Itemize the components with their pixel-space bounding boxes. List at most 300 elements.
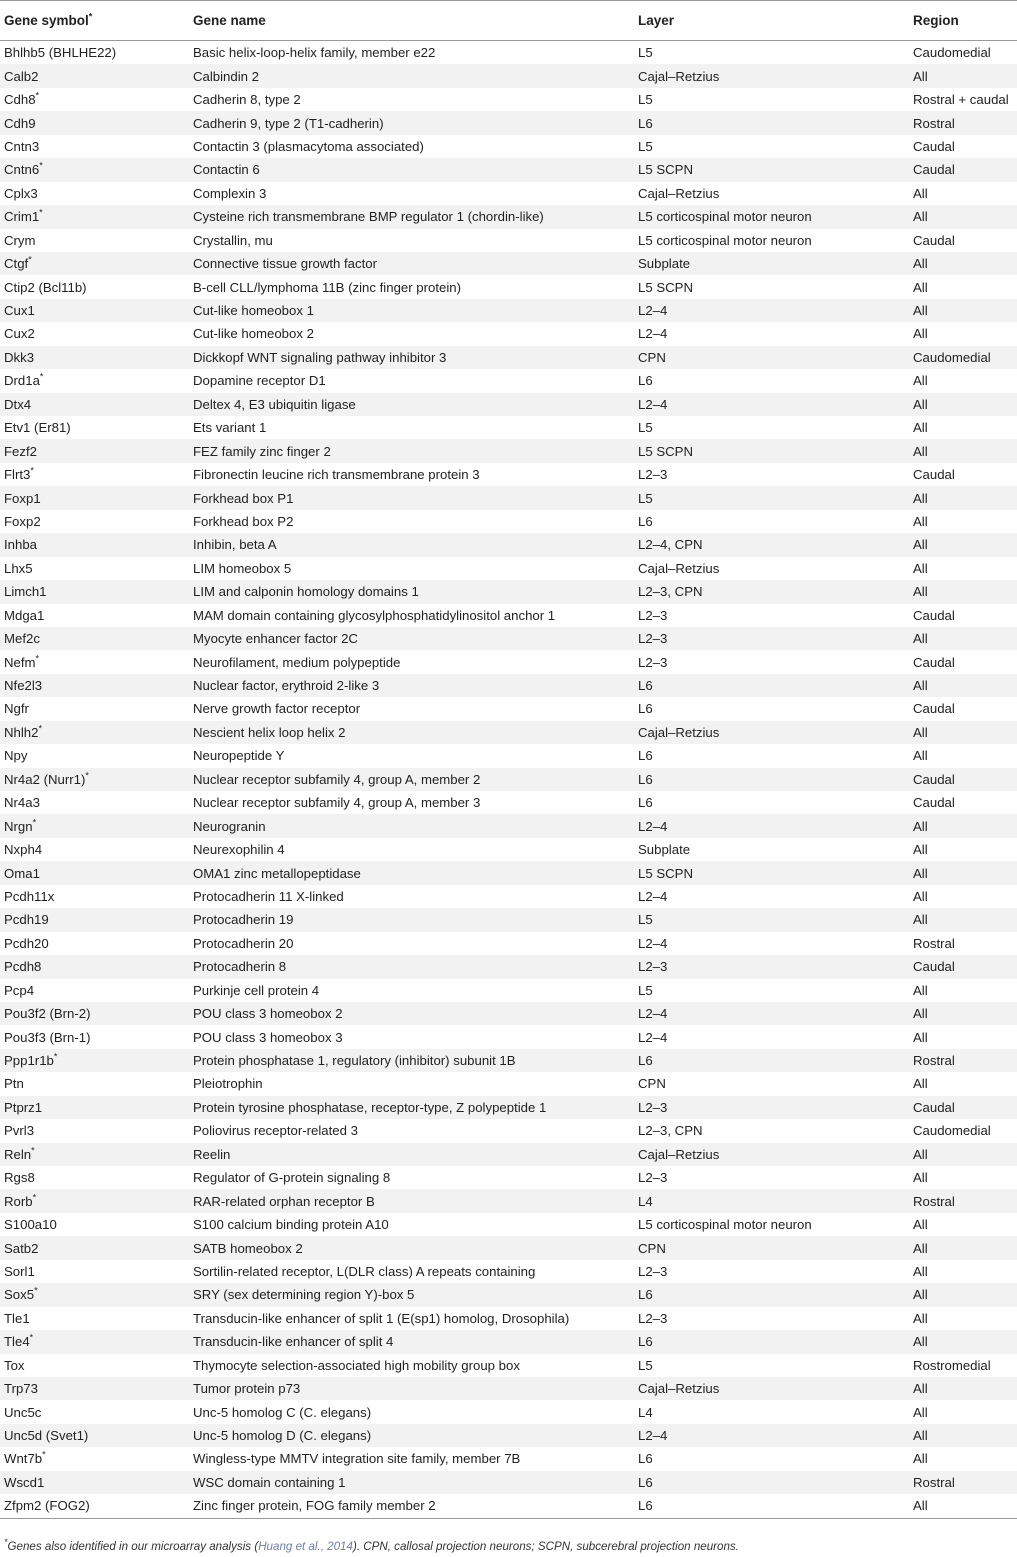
cell-gene-name: Nuclear factor, erythroid 2-like 3 bbox=[189, 674, 634, 697]
cell-layer: CPN bbox=[638, 1076, 666, 1092]
microarray-asterisk: * bbox=[31, 1145, 35, 1156]
cell-region: All bbox=[913, 842, 928, 858]
cell-gene-name: Protein phosphatase 1, regulatory (inhibitor) subunit 1B bbox=[189, 1049, 634, 1072]
gene-symbol-text: Pou3f2 (Brn-2) bbox=[4, 1006, 91, 1022]
gene-symbol-text: Nefm bbox=[4, 654, 36, 670]
cell-layer: L6 bbox=[638, 701, 653, 717]
microarray-asterisk: * bbox=[30, 465, 34, 476]
cell-region: All bbox=[909, 439, 1017, 462]
table-row bbox=[0, 791, 1017, 814]
microarray-asterisk: * bbox=[32, 1192, 37, 1203]
cell-gene-symbol bbox=[0, 1025, 189, 1048]
table-row bbox=[0, 393, 1017, 416]
table-row bbox=[0, 1213, 1017, 1236]
cell-gene-name: Cadherin 9, type 2 (T1-cadherin) bbox=[189, 111, 634, 134]
cell-layer: L2–4 bbox=[638, 888, 668, 904]
cell-gene-symbol bbox=[0, 533, 189, 556]
table-header bbox=[0, 1, 1017, 41]
table-row bbox=[0, 814, 1017, 837]
cell-layer: L2–4 bbox=[634, 1002, 909, 1025]
cell-region: All bbox=[909, 64, 1017, 87]
cell-layer: L2–4 bbox=[638, 935, 668, 951]
cell-layer: Cajal–Retzius bbox=[634, 64, 909, 87]
cell-layer: L5 corticospinal motor neuron bbox=[634, 205, 909, 228]
cell-layer: L2–3 bbox=[638, 654, 668, 670]
gene-symbol-text: Nxph4 bbox=[4, 842, 43, 858]
cell-gene-name: Inhibin, beta A bbox=[189, 533, 634, 556]
table-row bbox=[0, 744, 1017, 767]
cell-gene-symbol bbox=[0, 604, 189, 627]
cell-region: All bbox=[909, 908, 1017, 931]
gene-symbol-text: Ngfr bbox=[4, 701, 29, 717]
microarray-asterisk: * bbox=[53, 1051, 58, 1062]
cell-layer: CPN bbox=[634, 346, 909, 369]
cell-gene-name: Thymocyte selection-associated high mobility group box bbox=[193, 1357, 520, 1373]
cell-gene-name: Protocadherin 8 bbox=[189, 955, 634, 978]
cell-gene-symbol bbox=[0, 979, 189, 1002]
cell-gene-symbol bbox=[0, 1377, 189, 1400]
cell-region: All bbox=[909, 627, 1017, 650]
table-row bbox=[0, 463, 1017, 486]
gene-symbol-text: Ctip2 (Bcl11b) bbox=[4, 279, 87, 295]
microarray-asterisk: * bbox=[28, 254, 32, 265]
cell-region: All bbox=[909, 861, 1017, 884]
cell-gene-name: Contactin 6 bbox=[189, 158, 634, 181]
cell-gene-symbol bbox=[0, 1330, 189, 1353]
gene-symbol-text: Npy bbox=[4, 748, 28, 764]
cell-gene-symbol bbox=[0, 908, 189, 931]
table-row bbox=[0, 955, 1017, 978]
cell-gene-symbol bbox=[0, 1354, 189, 1377]
cell-region: Caudal bbox=[913, 607, 955, 623]
cell-layer: L5 bbox=[638, 420, 653, 436]
cell-gene-symbol bbox=[0, 393, 189, 416]
cell-gene-name: Protocadherin 20 bbox=[193, 935, 294, 951]
cell-gene-name: Zinc finger protein, FOG family member 2 bbox=[189, 1494, 634, 1518]
cell-gene-name: Fibronectin leucine rich transmembrane protein 3 bbox=[193, 467, 480, 483]
cell-gene-name: Neurexophilin 4 bbox=[193, 842, 285, 858]
cell-region: Caudal bbox=[909, 1096, 1017, 1119]
cell-layer: CPN bbox=[634, 1236, 909, 1259]
table-row bbox=[0, 1166, 1017, 1189]
cell-layer: L5 corticospinal motor neuron bbox=[638, 232, 812, 248]
cell-region: Rostral bbox=[909, 1189, 1017, 1212]
table-row bbox=[0, 486, 1017, 509]
cell-layer: L2–3 bbox=[638, 1310, 668, 1326]
cell-layer: L2–3 bbox=[634, 627, 909, 650]
table-row bbox=[0, 369, 1017, 392]
cell-layer: L5 bbox=[634, 486, 909, 509]
cell-region: All bbox=[913, 1263, 928, 1279]
cell-gene-name: Crystallin, mu bbox=[193, 232, 273, 248]
cell-region: All bbox=[909, 1143, 1017, 1166]
cell-region: All bbox=[909, 814, 1017, 837]
cell-gene-symbol bbox=[0, 41, 189, 65]
gene-symbol-text: Oma1 bbox=[4, 865, 40, 881]
cell-layer: L5 bbox=[638, 92, 653, 108]
cell-gene-name: Myocyte enhancer factor 2C bbox=[189, 627, 634, 650]
gene-symbol-text: Unc5d (Svet1) bbox=[4, 1428, 89, 1444]
cell-gene-name: Transducin-like enhancer of split 4 bbox=[189, 1330, 634, 1353]
gene-symbol-text: Unc5c bbox=[4, 1404, 42, 1420]
cell-layer: Cajal–Retzius bbox=[634, 721, 909, 744]
gene-symbol-text: Cux1 bbox=[4, 303, 35, 319]
cell-gene-symbol bbox=[0, 1119, 189, 1142]
cell-gene-name: Forkhead box P1 bbox=[189, 486, 634, 509]
cell-region: All bbox=[909, 674, 1017, 697]
table-row bbox=[0, 557, 1017, 580]
cell-gene-name: Nuclear receptor subfamily 4, group A, member 2 bbox=[189, 768, 634, 791]
cell-region: All bbox=[913, 1310, 928, 1326]
gene-symbol-text: Pcdh19 bbox=[4, 912, 49, 928]
cell-layer: L2–3 bbox=[638, 607, 668, 623]
microarray-asterisk: * bbox=[38, 723, 42, 734]
cell-gene-name: OMA1 zinc metallopeptidase bbox=[189, 861, 634, 884]
gene-symbol-text: Inhba bbox=[4, 537, 38, 553]
cell-gene-symbol bbox=[0, 1283, 189, 1306]
cell-gene-symbol bbox=[0, 697, 189, 720]
microarray-asterisk: * bbox=[85, 770, 89, 781]
cell-gene-name: WSC domain containing 1 bbox=[189, 1471, 634, 1494]
table-row bbox=[0, 979, 1017, 1002]
cell-layer: Cajal–Retzius bbox=[638, 560, 720, 576]
cell-gene-symbol bbox=[0, 229, 189, 252]
table-row bbox=[0, 88, 1017, 111]
cell-layer: L2–3 bbox=[634, 1096, 909, 1119]
cell-gene-name: Cysteine rich transmembrane BMP regulator 1 (chordin-like) bbox=[189, 205, 634, 228]
cell-layer: L2–4 bbox=[634, 393, 909, 416]
table-row bbox=[0, 721, 1017, 744]
gene-symbol-text: S100a10 bbox=[4, 1217, 57, 1233]
cell-gene-name: LIM and calponin homology domains 1 bbox=[189, 580, 634, 603]
cell-gene-name: Protocadherin 19 bbox=[189, 908, 634, 931]
table-row bbox=[0, 1025, 1017, 1048]
table-row bbox=[0, 510, 1017, 533]
cell-region: Caudal bbox=[913, 232, 955, 248]
cell-layer: L6 bbox=[638, 748, 653, 764]
cell-gene-symbol bbox=[0, 486, 189, 509]
gene-symbol-text: Rorb bbox=[4, 1193, 33, 1209]
cell-layer: L5 bbox=[638, 138, 653, 154]
header-row bbox=[0, 1, 1017, 41]
cell-gene-symbol bbox=[0, 744, 189, 767]
cell-layer: L5 SCPN bbox=[634, 861, 909, 884]
table-row bbox=[0, 1471, 1017, 1494]
cell-gene-symbol bbox=[0, 557, 189, 580]
table-row bbox=[0, 346, 1017, 369]
cell-region: Caudal bbox=[913, 795, 955, 811]
gene-symbol-text: Rgs8 bbox=[4, 1170, 35, 1186]
gene-symbol-text: Cdh9 bbox=[4, 115, 36, 131]
footnote-asterisk: * bbox=[4, 1537, 8, 1548]
cell-gene-name: Transducin-like enhancer of split 1 (E(sp1) homolog, Drosophila) bbox=[193, 1310, 570, 1326]
cell-region: Rostromedial bbox=[913, 1357, 991, 1373]
cell-gene-name: Cadherin 8, type 2 bbox=[193, 92, 301, 108]
cell-gene-symbol bbox=[0, 1049, 189, 1072]
cell-region: All bbox=[913, 279, 928, 295]
cell-gene-name: Basic helix-loop-helix family, member e22 bbox=[193, 45, 436, 61]
cell-layer: L4 bbox=[634, 1189, 909, 1212]
cell-gene-name: POU class 3 homeobox 3 bbox=[193, 1029, 343, 1045]
cell-gene-name: Nerve growth factor receptor bbox=[193, 701, 361, 717]
microarray-asterisk: * bbox=[39, 161, 43, 172]
table-row bbox=[0, 252, 1017, 275]
cell-layer: L5 bbox=[638, 1357, 653, 1373]
cell-gene-name: Protein tyrosine phosphatase, receptor-type, Z polypeptide 1 bbox=[189, 1096, 634, 1119]
header-gene-symbol bbox=[0, 1, 189, 41]
cell-region: Caudal bbox=[909, 158, 1017, 181]
table-row bbox=[0, 416, 1017, 439]
cell-region: All bbox=[909, 1494, 1017, 1518]
gene-symbol-text: Limch1 bbox=[4, 584, 47, 600]
table-body bbox=[0, 41, 1017, 1519]
cell-layer: L5 bbox=[638, 982, 653, 998]
gene-symbol-text: Sorl1 bbox=[4, 1263, 35, 1279]
cell-layer: L2–4 bbox=[634, 299, 909, 322]
cell-layer: L2–3 bbox=[638, 1263, 668, 1279]
cell-gene-symbol bbox=[0, 1166, 189, 1189]
cell-gene-symbol bbox=[0, 1213, 189, 1236]
cell-region: All bbox=[909, 533, 1017, 556]
cell-gene-symbol bbox=[0, 135, 189, 158]
gene-symbol-text: Ctgf bbox=[4, 256, 29, 272]
cell-region: Rostral bbox=[909, 1049, 1017, 1072]
cell-layer: L2–4 bbox=[638, 326, 668, 342]
cell-region: Caudal bbox=[913, 701, 955, 717]
gene-symbol-text: Bhlhb5 (BHLHE22) bbox=[4, 45, 117, 61]
cell-region: All bbox=[909, 1283, 1017, 1306]
cell-region: All bbox=[913, 1170, 928, 1186]
cell-layer: Cajal–Retzius bbox=[634, 1377, 909, 1400]
cell-region: All bbox=[913, 1029, 928, 1045]
cell-region: All bbox=[913, 1451, 928, 1467]
gene-symbol-text: Pvrl3 bbox=[4, 1123, 35, 1139]
cell-gene-name: Nescient helix loop helix 2 bbox=[189, 721, 634, 744]
table-row bbox=[0, 229, 1017, 252]
cell-layer: L6 bbox=[634, 674, 909, 697]
cell-region: All bbox=[909, 252, 1017, 275]
header-gene-name: Gene name bbox=[189, 1, 634, 41]
table-row bbox=[0, 674, 1017, 697]
gene-symbol-text: Cntn6 bbox=[4, 162, 40, 178]
table-row bbox=[0, 1307, 1017, 1330]
cell-gene-name: Ets variant 1 bbox=[193, 420, 267, 436]
footnote-citation-link[interactable]: Huang et al., 2014 bbox=[258, 1540, 353, 1553]
cell-layer: L5 SCPN bbox=[638, 279, 693, 295]
table-row bbox=[0, 1072, 1017, 1095]
cell-layer: L6 bbox=[634, 111, 909, 134]
cell-gene-symbol bbox=[0, 252, 189, 275]
cell-gene-name: Wingless-type MMTV integration site family, member 7B bbox=[193, 1451, 521, 1467]
cell-gene-symbol bbox=[0, 838, 189, 861]
microarray-asterisk: * bbox=[42, 1450, 46, 1461]
cell-gene-name: Connective tissue growth factor bbox=[189, 252, 634, 275]
table-row bbox=[0, 1260, 1017, 1283]
cell-layer: L6 bbox=[634, 1494, 909, 1518]
cell-region: All bbox=[913, 420, 928, 436]
cell-layer: L5 SCPN bbox=[634, 439, 909, 462]
cell-gene-name: Deltex 4, E3 ubiquitin ligase bbox=[189, 393, 634, 416]
footnote-text-after: ). CPN, callosal projection neurons; SCPN, subcerebral projection neurons. bbox=[352, 1540, 739, 1553]
cell-gene-name: LIM homeobox 5 bbox=[193, 560, 292, 576]
table-row bbox=[0, 439, 1017, 462]
cell-region: All bbox=[913, 185, 928, 201]
cell-gene-name: Protocadherin 11 X-linked bbox=[193, 888, 344, 904]
cell-gene-symbol bbox=[0, 955, 189, 978]
cell-layer: L2–3, CPN bbox=[638, 1123, 703, 1139]
cell-region: All bbox=[913, 513, 928, 529]
cell-gene-name: Neurogranin bbox=[189, 814, 634, 837]
cell-gene-name: S100 calcium binding protein A10 bbox=[193, 1217, 389, 1233]
cell-region: All bbox=[913, 1404, 928, 1420]
cell-region: Rostral + caudal bbox=[913, 92, 1009, 108]
gene-symbol-text: Cdh8 bbox=[4, 92, 36, 108]
table-footnote bbox=[4, 1537, 1009, 1553]
gene-symbol-text: Nrgn bbox=[4, 818, 33, 834]
table-row bbox=[0, 838, 1017, 861]
cell-region: All bbox=[909, 1377, 1017, 1400]
cell-gene-symbol bbox=[0, 721, 189, 744]
cell-region: All bbox=[913, 326, 928, 342]
cell-gene-symbol bbox=[0, 158, 189, 181]
table-row bbox=[0, 580, 1017, 603]
cell-gene-symbol bbox=[0, 1260, 189, 1283]
table-row bbox=[0, 1494, 1017, 1518]
table-row bbox=[0, 41, 1017, 65]
cell-gene-name: RAR-related orphan receptor B bbox=[189, 1189, 634, 1212]
cell-layer: L2–4 bbox=[634, 1424, 909, 1447]
cell-layer: L6 bbox=[638, 795, 653, 811]
cell-region: All bbox=[913, 1217, 928, 1233]
gene-symbol-text: Ptprz1 bbox=[4, 1099, 43, 1115]
gene-symbol-text: Cntn3 bbox=[4, 138, 40, 154]
gene-symbol-text: Sox5 bbox=[4, 1287, 35, 1303]
cell-gene-symbol bbox=[0, 791, 189, 814]
cell-gene-symbol bbox=[0, 1096, 189, 1119]
cell-gene-name: MAM domain containing glycosylphosphatidylinositol anchor 1 bbox=[193, 607, 556, 623]
cell-gene-name: Unc-5 homolog D (C. elegans) bbox=[189, 1424, 634, 1447]
cell-layer: L6 bbox=[634, 1283, 909, 1306]
cell-gene-name: Dickkopf WNT signaling pathway inhibitor 3 bbox=[189, 346, 634, 369]
gene-symbol-text: Crim1 bbox=[4, 209, 40, 225]
gene-symbol-text: Nfe2l3 bbox=[4, 678, 43, 694]
cell-gene-symbol bbox=[0, 64, 189, 87]
table-row bbox=[0, 861, 1017, 884]
gene-symbol-text: Trp73 bbox=[4, 1381, 38, 1397]
cell-gene-symbol bbox=[0, 463, 189, 486]
cell-layer: L2–3, CPN bbox=[634, 580, 909, 603]
cell-layer: L2–4 bbox=[638, 1029, 668, 1045]
microarray-asterisk: * bbox=[32, 817, 37, 828]
gene-symbol-text: Foxp2 bbox=[4, 513, 41, 529]
table-row bbox=[0, 908, 1017, 931]
gene-symbol-text: Lhx5 bbox=[4, 560, 33, 576]
table-row bbox=[0, 697, 1017, 720]
table-row bbox=[0, 275, 1017, 298]
cell-gene-name: Dopamine receptor D1 bbox=[193, 373, 326, 389]
gene-symbol-text: Dkk3 bbox=[4, 349, 35, 365]
table-row bbox=[0, 299, 1017, 322]
cell-gene-symbol bbox=[0, 627, 189, 650]
cell-gene-name: Purkinje cell protein 4 bbox=[193, 982, 320, 998]
cell-layer: L5 SCPN bbox=[634, 158, 909, 181]
table-row bbox=[0, 650, 1017, 673]
table-row bbox=[0, 1283, 1017, 1306]
cell-layer: Cajal–Retzius bbox=[634, 1143, 909, 1166]
cell-region: Rostral bbox=[909, 1471, 1017, 1494]
cell-gene-symbol bbox=[0, 439, 189, 462]
cell-region: Caudal bbox=[909, 955, 1017, 978]
gene-symbol-text: Pcp4 bbox=[4, 982, 35, 998]
table-row bbox=[0, 1049, 1017, 1072]
cell-gene-symbol bbox=[0, 299, 189, 322]
gene-symbol-text: Pcdh8 bbox=[4, 959, 42, 975]
cell-layer: L2–4, CPN bbox=[634, 533, 909, 556]
cell-region: All bbox=[913, 748, 928, 764]
table-row bbox=[0, 1354, 1017, 1377]
microarray-asterisk: * bbox=[39, 207, 43, 218]
table-row bbox=[0, 885, 1017, 908]
cell-layer: L6 bbox=[634, 1471, 909, 1494]
gene-symbol-text: Reln bbox=[4, 1146, 32, 1162]
gene-symbol-text: Cux2 bbox=[4, 326, 35, 342]
cell-region: All bbox=[909, 580, 1017, 603]
cell-region: Rostral bbox=[913, 935, 955, 951]
cell-layer: L2–3 bbox=[638, 467, 668, 483]
cell-region: All bbox=[909, 1424, 1017, 1447]
cell-region: All bbox=[909, 393, 1017, 416]
cell-region: All bbox=[909, 299, 1017, 322]
cell-region: All bbox=[909, 1236, 1017, 1259]
cell-region: Rostral bbox=[909, 111, 1017, 134]
cell-gene-symbol bbox=[0, 1143, 189, 1166]
gene-symbol-text: Tle1 bbox=[4, 1310, 30, 1326]
cell-gene-symbol bbox=[0, 861, 189, 884]
microarray-asterisk: * bbox=[39, 371, 44, 382]
table-row bbox=[0, 111, 1017, 134]
cell-gene-name: Cut-like homeobox 2 bbox=[193, 326, 314, 342]
cell-gene-name: Forkhead box P2 bbox=[193, 513, 294, 529]
table-row bbox=[0, 135, 1017, 158]
cell-gene-symbol bbox=[0, 580, 189, 603]
cell-region: All bbox=[909, 205, 1017, 228]
table-row bbox=[0, 1424, 1017, 1447]
cell-gene-symbol bbox=[0, 205, 189, 228]
microarray-asterisk: * bbox=[34, 1286, 38, 1297]
cell-gene-name: Poliovirus receptor-related 3 bbox=[193, 1123, 358, 1139]
cell-region: Caudal bbox=[913, 138, 955, 154]
cell-gene-name: Contactin 3 (plasmacytoma associated) bbox=[193, 138, 424, 154]
table-row bbox=[0, 182, 1017, 205]
cell-gene-symbol bbox=[0, 1307, 189, 1330]
table-row bbox=[0, 604, 1017, 627]
table-row bbox=[0, 932, 1017, 955]
header-asterisk: * bbox=[88, 11, 93, 22]
gene-symbol-text: Nhlh2 bbox=[4, 724, 39, 740]
cell-layer: Subplate bbox=[638, 842, 691, 858]
cell-layer: L6 bbox=[638, 513, 653, 529]
gene-symbol-text: Pou3f3 (Brn-1) bbox=[4, 1029, 91, 1045]
cell-layer: Subplate bbox=[634, 252, 909, 275]
gene-symbol-text: Wnt7b bbox=[4, 1451, 43, 1467]
cell-layer: L6 bbox=[634, 1330, 909, 1353]
cell-gene-name: POU class 3 homeobox 2 bbox=[189, 1002, 634, 1025]
gene-symbol-text: Mdga1 bbox=[4, 607, 45, 623]
cell-gene-name: Pleiotrophin bbox=[193, 1076, 263, 1092]
gene-symbol-text: Nr4a3 bbox=[4, 795, 40, 811]
cell-region: All bbox=[913, 560, 928, 576]
header-region: Region bbox=[909, 1, 1017, 41]
